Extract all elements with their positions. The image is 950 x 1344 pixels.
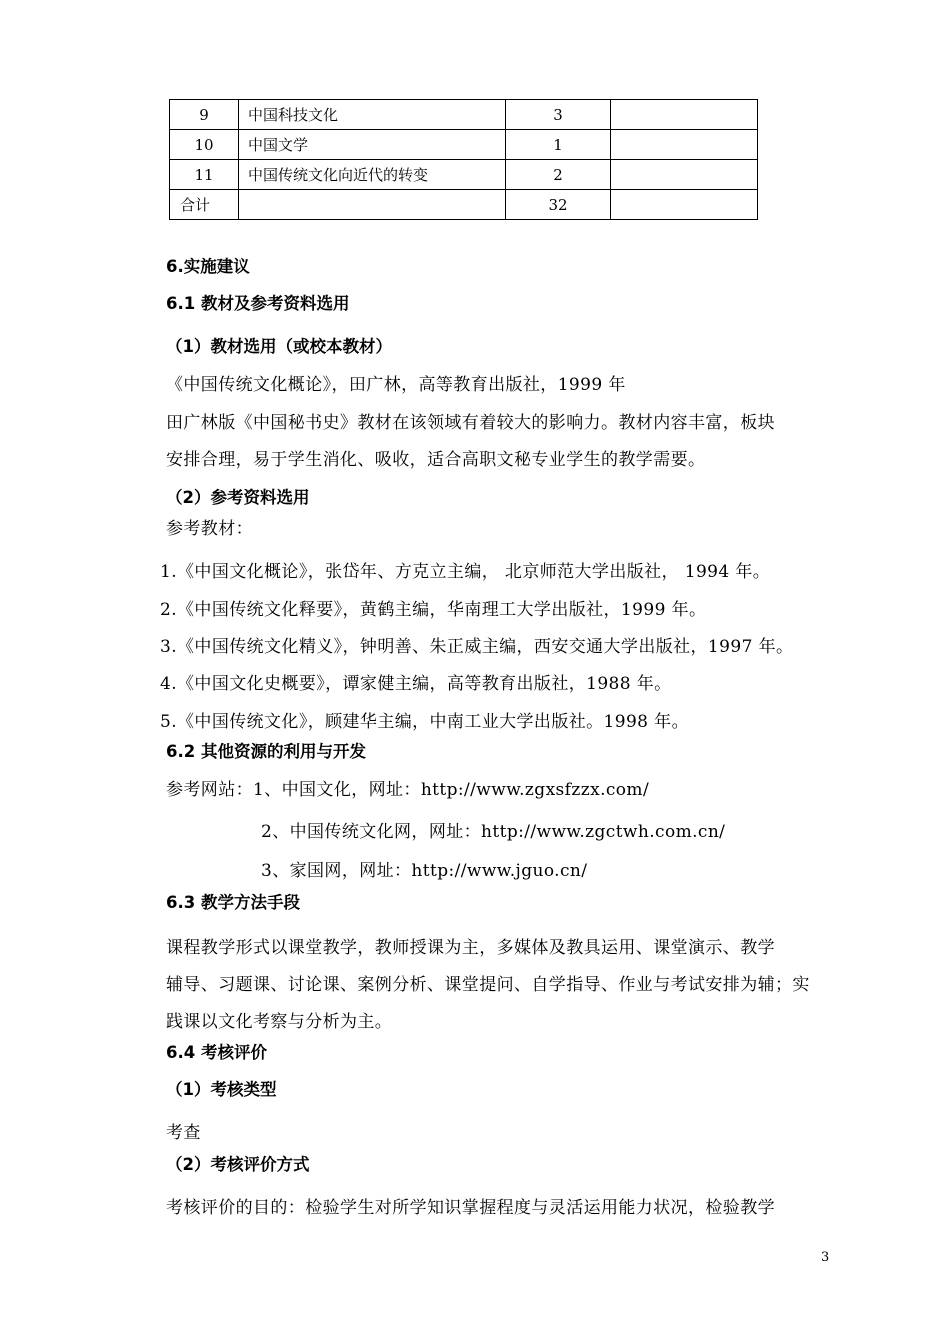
reference-website: 3、家国网，网址：http://www.jguo.cn/ — [261, 861, 588, 881]
row-note — [611, 130, 758, 160]
total-hours: 32 — [506, 190, 611, 220]
table-row — [170, 160, 758, 190]
total-label: 合计 — [170, 190, 239, 220]
assessment-type: 考查 — [166, 1123, 201, 1143]
section-heading-6-2: 6.2 其他资源的利用与开发 — [166, 742, 366, 761]
textbook-description-line: 安排合理，易于学生消化、吸收，适合高职文秘专业学生的教学需要。 — [166, 450, 706, 470]
row-topic: 中国传统文化向近代的转变 — [239, 160, 506, 190]
subheading-assessment-method: （2）考核评价方式 — [166, 1155, 310, 1174]
row-hours: 3 — [506, 100, 611, 130]
assessment-purpose-line: 考核评价的目的：检验学生对所学知识掌握程度与灵活运用能力状况，检验教学 — [166, 1198, 775, 1218]
table-row — [170, 130, 758, 160]
page-number: 3 — [821, 1250, 830, 1265]
table-total-row — [170, 190, 758, 220]
table-row — [170, 100, 758, 130]
section-heading-6-1: 6.1 教材及参考资料选用 — [166, 294, 350, 313]
section-heading-6: 6.实施建议 — [166, 257, 250, 276]
row-hours: 1 — [506, 130, 611, 160]
textbook-description-line: 田广林版《中国秘书史》教材在该领域有着较大的影响力。教材内容丰富，板块 — [166, 413, 775, 433]
subheading-textbook: （1）教材选用（或校本教材） — [166, 337, 392, 356]
textbook-entry: 《中国传统文化概论》，田广林，高等教育出版社，1999 年 — [166, 375, 626, 395]
reference-item: 3.《中国传统文化精义》，钟明善、朱正威主编，西安交通大学出版社，1997 年。 — [160, 637, 794, 657]
subheading-assessment-type: （1）考核类型 — [166, 1080, 277, 1099]
teaching-method-line: 辅导、习题课、讨论课、案例分析、课堂提问、自学指导、作业与考试安排为辅；实 — [166, 975, 810, 995]
total-topic — [239, 190, 506, 220]
row-note — [611, 160, 758, 190]
row-hours: 2 — [506, 160, 611, 190]
section-heading-6-4: 6.4 考核评价 — [166, 1043, 267, 1062]
course-hours-table — [169, 99, 758, 220]
row-topic: 中国文学 — [239, 130, 506, 160]
reference-item: 2.《中国传统文化释要》，黄鹤主编，华南理工大学出版社，1999 年。 — [160, 600, 707, 620]
subheading-references: （2）参考资料选用 — [166, 488, 310, 507]
row-topic: 中国科技文化 — [239, 100, 506, 130]
total-note — [611, 190, 758, 220]
row-number: 9 — [170, 100, 239, 130]
reference-item: 1.《中国文化概论》，张岱年、方克立主编， 北京师范大学出版社， 1994 年。 — [160, 562, 771, 582]
references-label: 参考教材： — [166, 519, 253, 539]
reference-item: 5.《中国传统文化》，顾建华主编，中南工业大学出版社。1998 年。 — [160, 712, 689, 732]
section-heading-6-3: 6.3 教学方法手段 — [166, 893, 300, 912]
teaching-method-line: 践课以文化考察与分析为主。 — [166, 1012, 393, 1032]
reference-website: 参考网站：1、中国文化，网址：http://www.zgxsfzzx.com/ — [166, 780, 650, 800]
teaching-method-line: 课程教学形式以课堂教学，教师授课为主，多媒体及教具运用、课堂演示、教学 — [166, 938, 775, 958]
row-number: 11 — [170, 160, 239, 190]
reference-item: 4.《中国文化史概要》，谭家健主编，高等教育出版社，1988 年。 — [160, 674, 672, 694]
row-note — [611, 100, 758, 130]
reference-website: 2、中国传统文化网，网址：http://www.zgctwh.com.cn/ — [261, 822, 726, 842]
row-number: 10 — [170, 130, 239, 160]
